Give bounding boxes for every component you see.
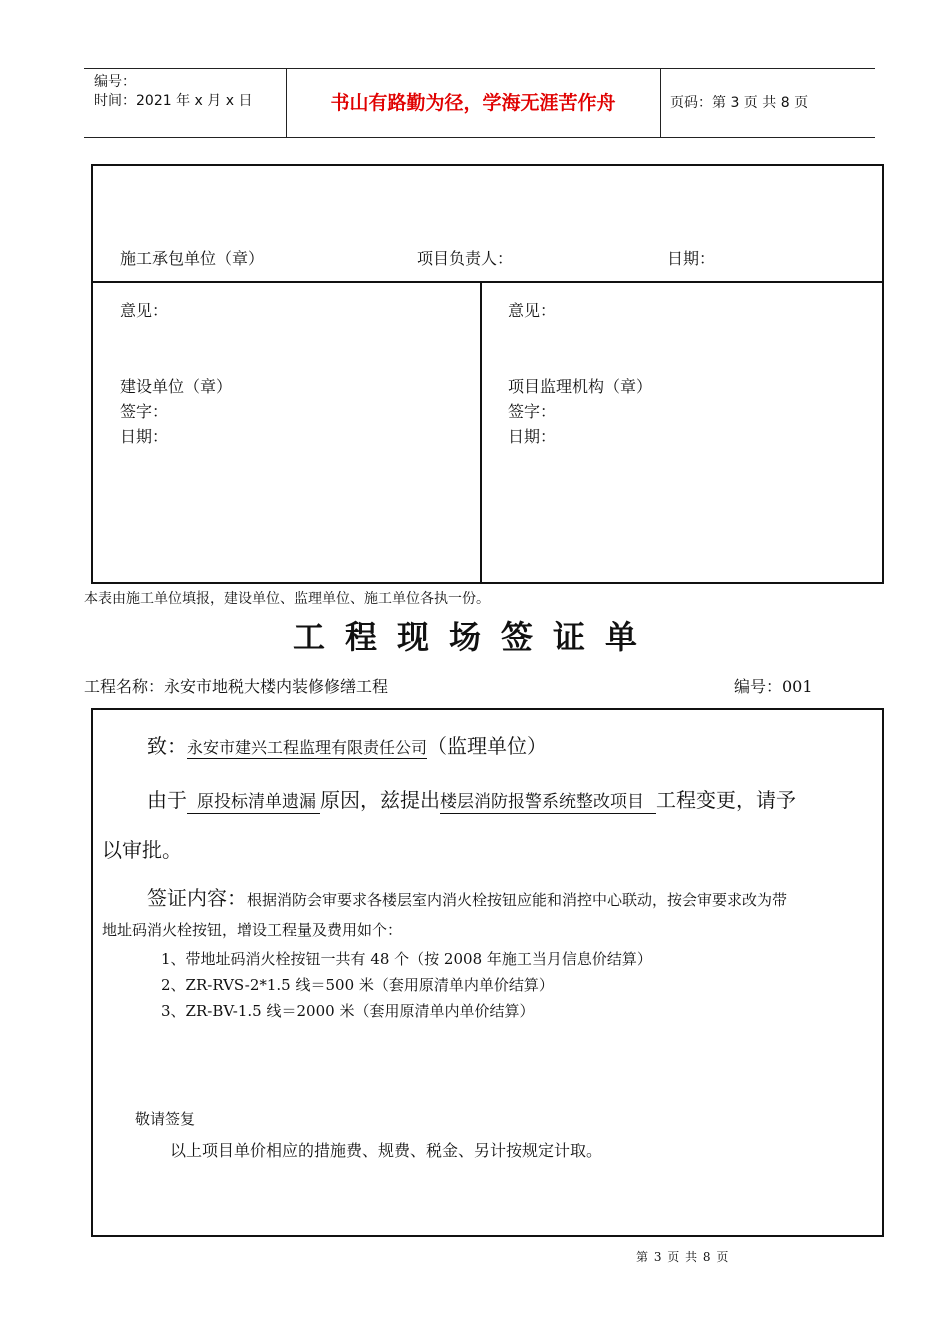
list-item: 3、ZR-BV-1.5 线＝2000 米（套用原清单内单价结算） — [161, 1002, 535, 1020]
visa-form — [91, 708, 884, 1237]
supervisor-date: 日期： — [508, 427, 557, 446]
reason-line — [147, 784, 796, 813]
header-divider — [660, 69, 661, 137]
reason-mid: 原因，兹提出 — [320, 788, 440, 812]
form-divider — [480, 281, 482, 582]
owner-date: 日期： — [120, 427, 169, 446]
content-text-2: 地址码消火栓按钮，增设工程量及费用如个： — [102, 921, 403, 939]
content-label: 签证内容： — [147, 886, 247, 910]
to-suffix: （监理单位） — [427, 734, 548, 758]
contractor-label: 施工承包单位（章） — [120, 249, 265, 268]
recipient-line — [147, 730, 547, 759]
project-name: 工程名称：永安市地税大楼内装修修缮工程 — [84, 677, 389, 696]
reason-value: 原投标清单遗漏 — [187, 792, 320, 814]
item-list — [161, 946, 652, 1024]
time-line: 时间：2021 年 x 月 x 日 — [94, 93, 253, 109]
to-prefix: 致： — [147, 734, 187, 758]
supervisor-sign: 签字： — [508, 402, 557, 421]
owner-unit: 建设单位（章） — [120, 377, 233, 396]
approve-text: 以审批。 — [102, 838, 182, 862]
remark: 以上项目单价相应的措施费、规费、税金、另计按规定计取。 — [170, 1141, 603, 1160]
reason-prefix: 由于 — [147, 788, 187, 812]
owner-sign: 签字： — [120, 402, 169, 421]
content-line — [147, 882, 787, 911]
list-item: 1、带地址码消火栓按钮一共有 48 个（按 2008 年施工当月信息价结算） — [161, 950, 652, 968]
list-item: 2、ZR-RVS-2*1.5 线＝500 米（套用原清单内单价结算） — [161, 976, 554, 994]
date-label: 日期： — [667, 249, 716, 268]
page-footer: 第 3 页 共 8 页 — [636, 1250, 730, 1264]
owner-opinion: 意见： — [120, 301, 169, 320]
page-header — [84, 68, 875, 138]
manager-label: 项目负责人： — [417, 249, 514, 268]
form-divider — [93, 281, 882, 283]
change-item: 楼层消防报警系统整改项目 — [440, 792, 656, 814]
approval-form — [91, 164, 884, 584]
motto: 书山有路勤为径，学海无涯苦作舟 — [330, 92, 616, 114]
form-note: 本表由施工单位填报，建设单位、监理单位、施工单位各执一份。 — [84, 591, 490, 607]
content-text-1: 根据消防会审要求各楼层室内消火栓按钮应能和消控中心联动，按会审要求改为带 — [247, 891, 788, 909]
number-label: 编号： — [94, 74, 136, 90]
supervisor-signature-block — [508, 374, 652, 449]
recipient-company: 永安市建兴工程监理有限责任公司 — [187, 738, 428, 757]
owner-signature-block — [120, 374, 232, 449]
supervisor-opinion: 意见： — [508, 301, 557, 320]
reply-request: 敬请签复 — [135, 1110, 196, 1128]
supervisor-unit: 项目监理机构（章） — [508, 377, 653, 396]
project-number: 编号：001 — [734, 677, 813, 696]
document-title: 工程现场签证单 — [292, 618, 657, 656]
header-meta — [94, 73, 252, 111]
page-info: 页码：第 3 页 共 8 页 — [670, 95, 809, 111]
reason-suffix: 工程变更，请予 — [656, 788, 796, 812]
